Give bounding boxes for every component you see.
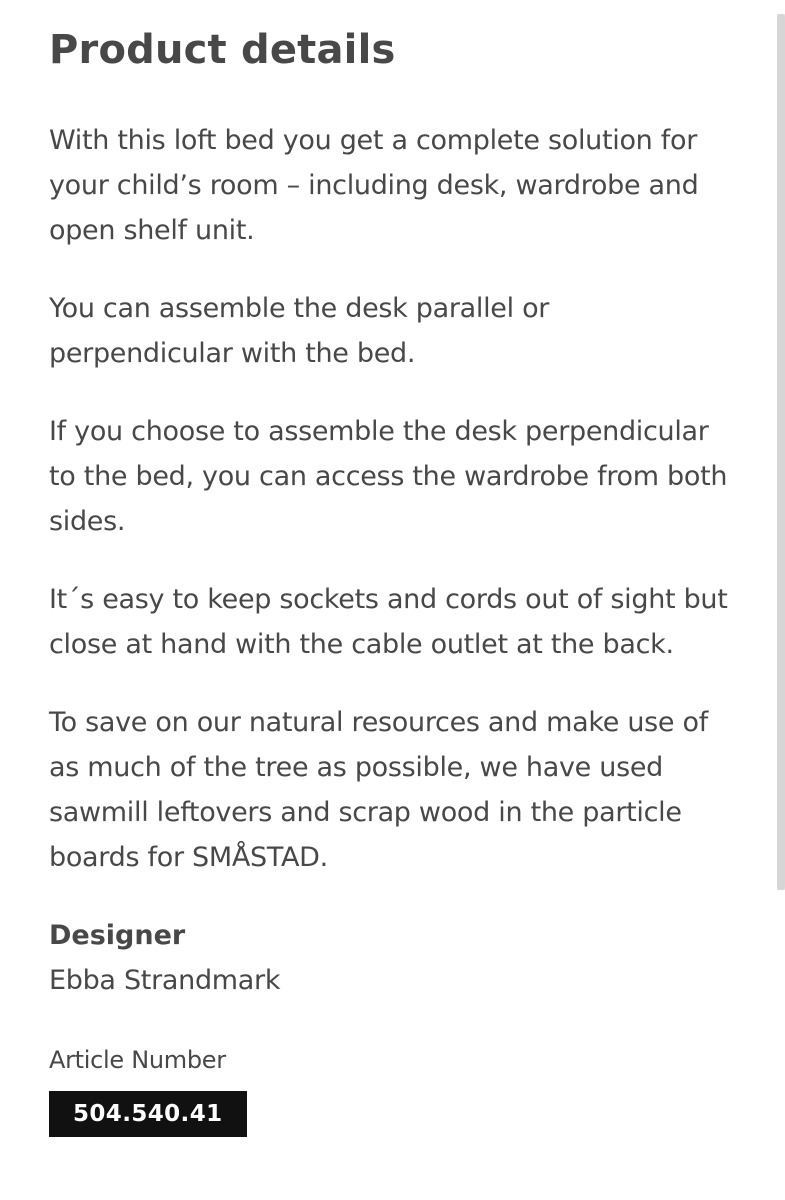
article-number-badge: 504.540.41 [49,1091,247,1137]
description-paragraph-3: If you choose to assemble the desk perpendicular to the bed, you can access the wardrobe from both sides. [49,416,728,537]
page-title: Product details [49,27,396,73]
description-paragraph-5: To save on our natural resources and make use of as much of the tree as possible, we have used sawmill leftovers and scrap wood in the particle boards for SMÅSTAD. [49,707,708,873]
description-paragraph-4: It´s easy to keep sockets and cords out of sight but close at hand with the cable outlet at the back. [49,584,728,660]
scrollbar[interactable] [777,14,785,890]
article-number-label: Article Number [49,1046,226,1074]
designer-section [49,913,739,1003]
product-details-content [49,20,739,1137]
article-number-section [49,1045,739,1137]
designer-heading: Designer [49,920,186,951]
description-paragraph-1: With this loft bed you get a complete solution for your child’s room – including desk, wardrobe and open shelf unit. [49,125,699,246]
description-paragraph-2: You can assemble the desk parallel or perpendicular with the bed. [49,293,550,369]
scrollbar-thumb[interactable] [777,14,785,890]
designer-name: Ebba Strandmark [49,965,281,996]
